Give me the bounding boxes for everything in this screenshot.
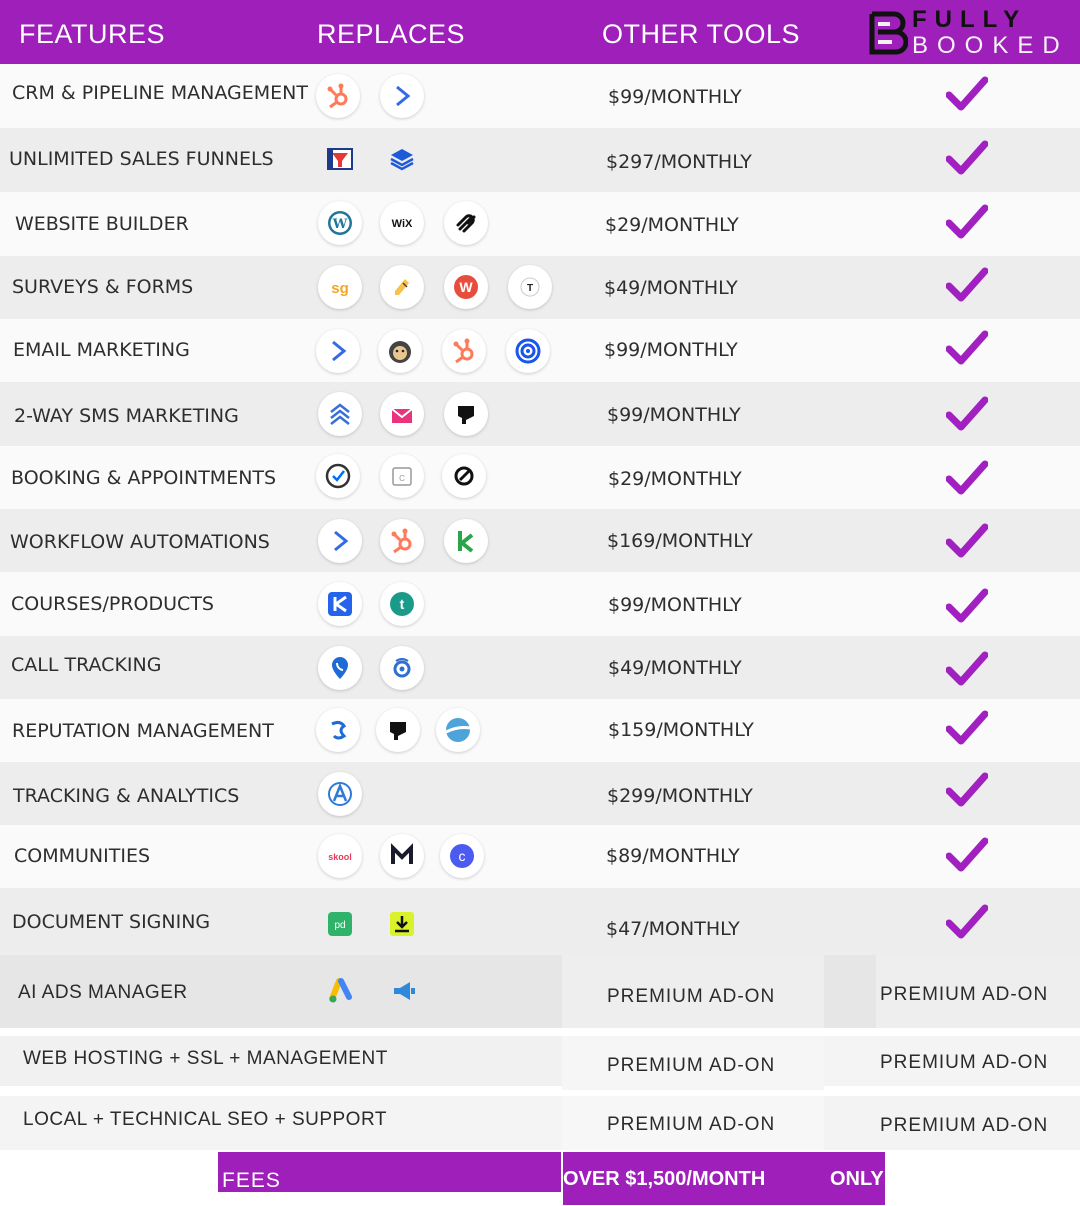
logo-word-bottom: BOOKED (912, 32, 1069, 59)
fees-label: FEES (222, 1169, 281, 1192)
table-row (0, 192, 1080, 256)
sms-envelope-icon (380, 392, 424, 436)
table-row (0, 572, 1080, 636)
download-icon (380, 902, 424, 946)
clickfunnels-icon (318, 137, 362, 181)
jotform-icon (380, 265, 424, 309)
table-row (0, 319, 1080, 382)
table-row (0, 888, 1080, 955)
totals-bar (563, 1152, 885, 1205)
check-icon (946, 204, 988, 240)
svg-text:W: W (459, 279, 473, 295)
feature-name: COMMUNITIES (14, 845, 151, 867)
callrail-icon (318, 646, 362, 690)
price-value: $169/MONTHLY (607, 530, 753, 552)
svg-text:W: W (332, 217, 348, 232)
surveygizmo-icon (318, 265, 362, 309)
check-icon (946, 330, 988, 366)
fully-booked-total: ONLY (830, 1168, 884, 1190)
squarespace-icon (444, 201, 488, 245)
activecampaign-icon (380, 74, 424, 118)
chevrons-up-icon (318, 392, 362, 436)
feature-name: REPUTATION MANAGEMENT (12, 720, 274, 742)
price-value: $89/MONTHLY (606, 845, 740, 867)
check-icon (946, 267, 988, 303)
circle-icon (440, 834, 484, 878)
check-icon (946, 772, 988, 808)
svg-text:T: T (526, 283, 534, 294)
feature-name: AI ADS MANAGER (18, 982, 188, 1003)
other-tools-value: PREMIUM AD-ON (607, 1114, 776, 1135)
hubspot-icon (380, 519, 424, 563)
activecampaign-icon (316, 329, 360, 373)
kajabi-icon (318, 582, 362, 626)
svg-text:pd: pd (334, 920, 346, 931)
fees-label-bar (218, 1152, 561, 1192)
table-row (0, 636, 1080, 699)
addon-row (0, 1028, 1080, 1090)
svg-text:sg: sg (331, 280, 349, 297)
check-icon (946, 837, 988, 873)
layers-icon (380, 137, 424, 181)
check-icon (946, 588, 988, 624)
table-header (0, 0, 1080, 64)
feature-name: WEB HOSTING + SSL + MANAGEMENT (23, 1048, 388, 1069)
header-features: FEATURES (19, 19, 166, 49)
fully-booked-value: PREMIUM AD-ON (880, 1052, 1049, 1073)
calendly-icon (316, 454, 360, 498)
svg-text:WiX: WiX (391, 218, 413, 230)
price-value: $159/MONTHLY (608, 719, 754, 741)
typeform-icon (508, 265, 552, 309)
feature-name: 2-WAY SMS MARKETING (14, 405, 239, 427)
mailchimp-icon (378, 329, 422, 373)
ring-icon (380, 646, 424, 690)
price-value: $299/MONTHLY (607, 785, 753, 807)
feature-name: CRM & PIPELINE MANAGEMENT (12, 82, 308, 104)
pandadoc-icon (318, 902, 362, 946)
teachable-icon (380, 582, 424, 626)
other-tools-total: OVER $1,500/MONTH (563, 1168, 766, 1190)
feature-name: TRACKING & ANALYTICS (13, 785, 240, 807)
fb-monogram-icon (868, 10, 908, 56)
acuity-icon (442, 454, 486, 498)
other-tools-value: PREMIUM AD-ON (607, 1055, 776, 1076)
analytics-icon (318, 772, 362, 816)
price-value: $49/MONTHLY (604, 277, 738, 299)
hubspot-icon (442, 329, 486, 373)
check-icon (946, 523, 988, 559)
addon-row (0, 955, 1080, 1028)
table-row (0, 446, 1080, 509)
check-icon (946, 710, 988, 746)
feature-name: COURSES/PRODUCTS (11, 593, 214, 615)
keap-icon (444, 519, 488, 563)
table-row (0, 825, 1080, 888)
check-icon (946, 76, 988, 112)
wordpress-icon (318, 201, 362, 245)
addon-row (0, 1090, 1080, 1150)
price-value: $49/MONTHLY (608, 657, 742, 679)
yext-icon (436, 708, 480, 752)
feature-name: SURVEYS & FORMS (12, 276, 194, 298)
skool-icon (318, 834, 362, 878)
price-value: $47/MONTHLY (606, 918, 740, 940)
feature-name: LOCAL + TECHNICAL SEO + SUPPORT (23, 1109, 387, 1130)
other-tools-value: PREMIUM AD-ON (607, 986, 776, 1007)
table-row (0, 128, 1080, 192)
table-row (0, 64, 1080, 128)
svg-text:skool: skool (328, 852, 352, 862)
svg-text:t: t (399, 596, 405, 612)
wix-icon (380, 201, 424, 245)
price-value: $29/MONTHLY (608, 468, 742, 490)
megaphone-icon (382, 969, 426, 1013)
price-value: $29/MONTHLY (605, 214, 739, 236)
feature-name: WORKFLOW AUTOMATIONS (10, 531, 270, 553)
header-other-tools: OTHER TOOLS (602, 19, 801, 49)
check-icon (946, 651, 988, 687)
feature-name: WEBSITE BUILDER (15, 213, 189, 235)
feature-name: DOCUMENT SIGNING (12, 911, 211, 933)
podium-icon (376, 708, 420, 752)
price-value: $99/MONTHLY (608, 86, 742, 108)
feature-name: BOOKING & APPOINTMENTS (11, 467, 277, 489)
podium-icon (444, 392, 488, 436)
fully-booked-logo (868, 6, 1073, 60)
table-row (0, 699, 1080, 762)
check-icon (946, 140, 988, 176)
logo-word-top: FULLY (912, 6, 1028, 33)
activecampaign-icon (318, 519, 362, 563)
birdeye-icon (316, 708, 360, 752)
calendar-icon (380, 454, 424, 498)
check-icon (946, 460, 988, 496)
feature-name: EMAIL MARKETING (13, 339, 190, 361)
constantcontact-icon (506, 329, 550, 373)
fully-booked-value: PREMIUM AD-ON (880, 1115, 1049, 1136)
price-value: $99/MONTHLY (604, 339, 738, 361)
fully-booked-value: PREMIUM AD-ON (880, 984, 1049, 1005)
price-value: $99/MONTHLY (607, 404, 741, 426)
wufoo-icon (444, 265, 488, 309)
mightynetworks-icon (380, 834, 424, 878)
header-replaces: REPLACES (317, 19, 466, 49)
price-value: $297/MONTHLY (606, 151, 752, 173)
feature-name: UNLIMITED SALES FUNNELS (9, 148, 274, 170)
price-value: $99/MONTHLY (608, 594, 742, 616)
table-row (0, 382, 1080, 446)
table-row (0, 256, 1080, 319)
svg-text:C: C (399, 474, 405, 483)
table-row (0, 509, 1080, 572)
table-row (0, 762, 1080, 825)
svg-text:c: c (458, 848, 466, 864)
check-icon (946, 396, 988, 432)
google-ads-icon (320, 969, 364, 1013)
check-icon (946, 904, 988, 940)
feature-name: CALL TRACKING (11, 654, 162, 676)
hubspot-icon (316, 74, 360, 118)
